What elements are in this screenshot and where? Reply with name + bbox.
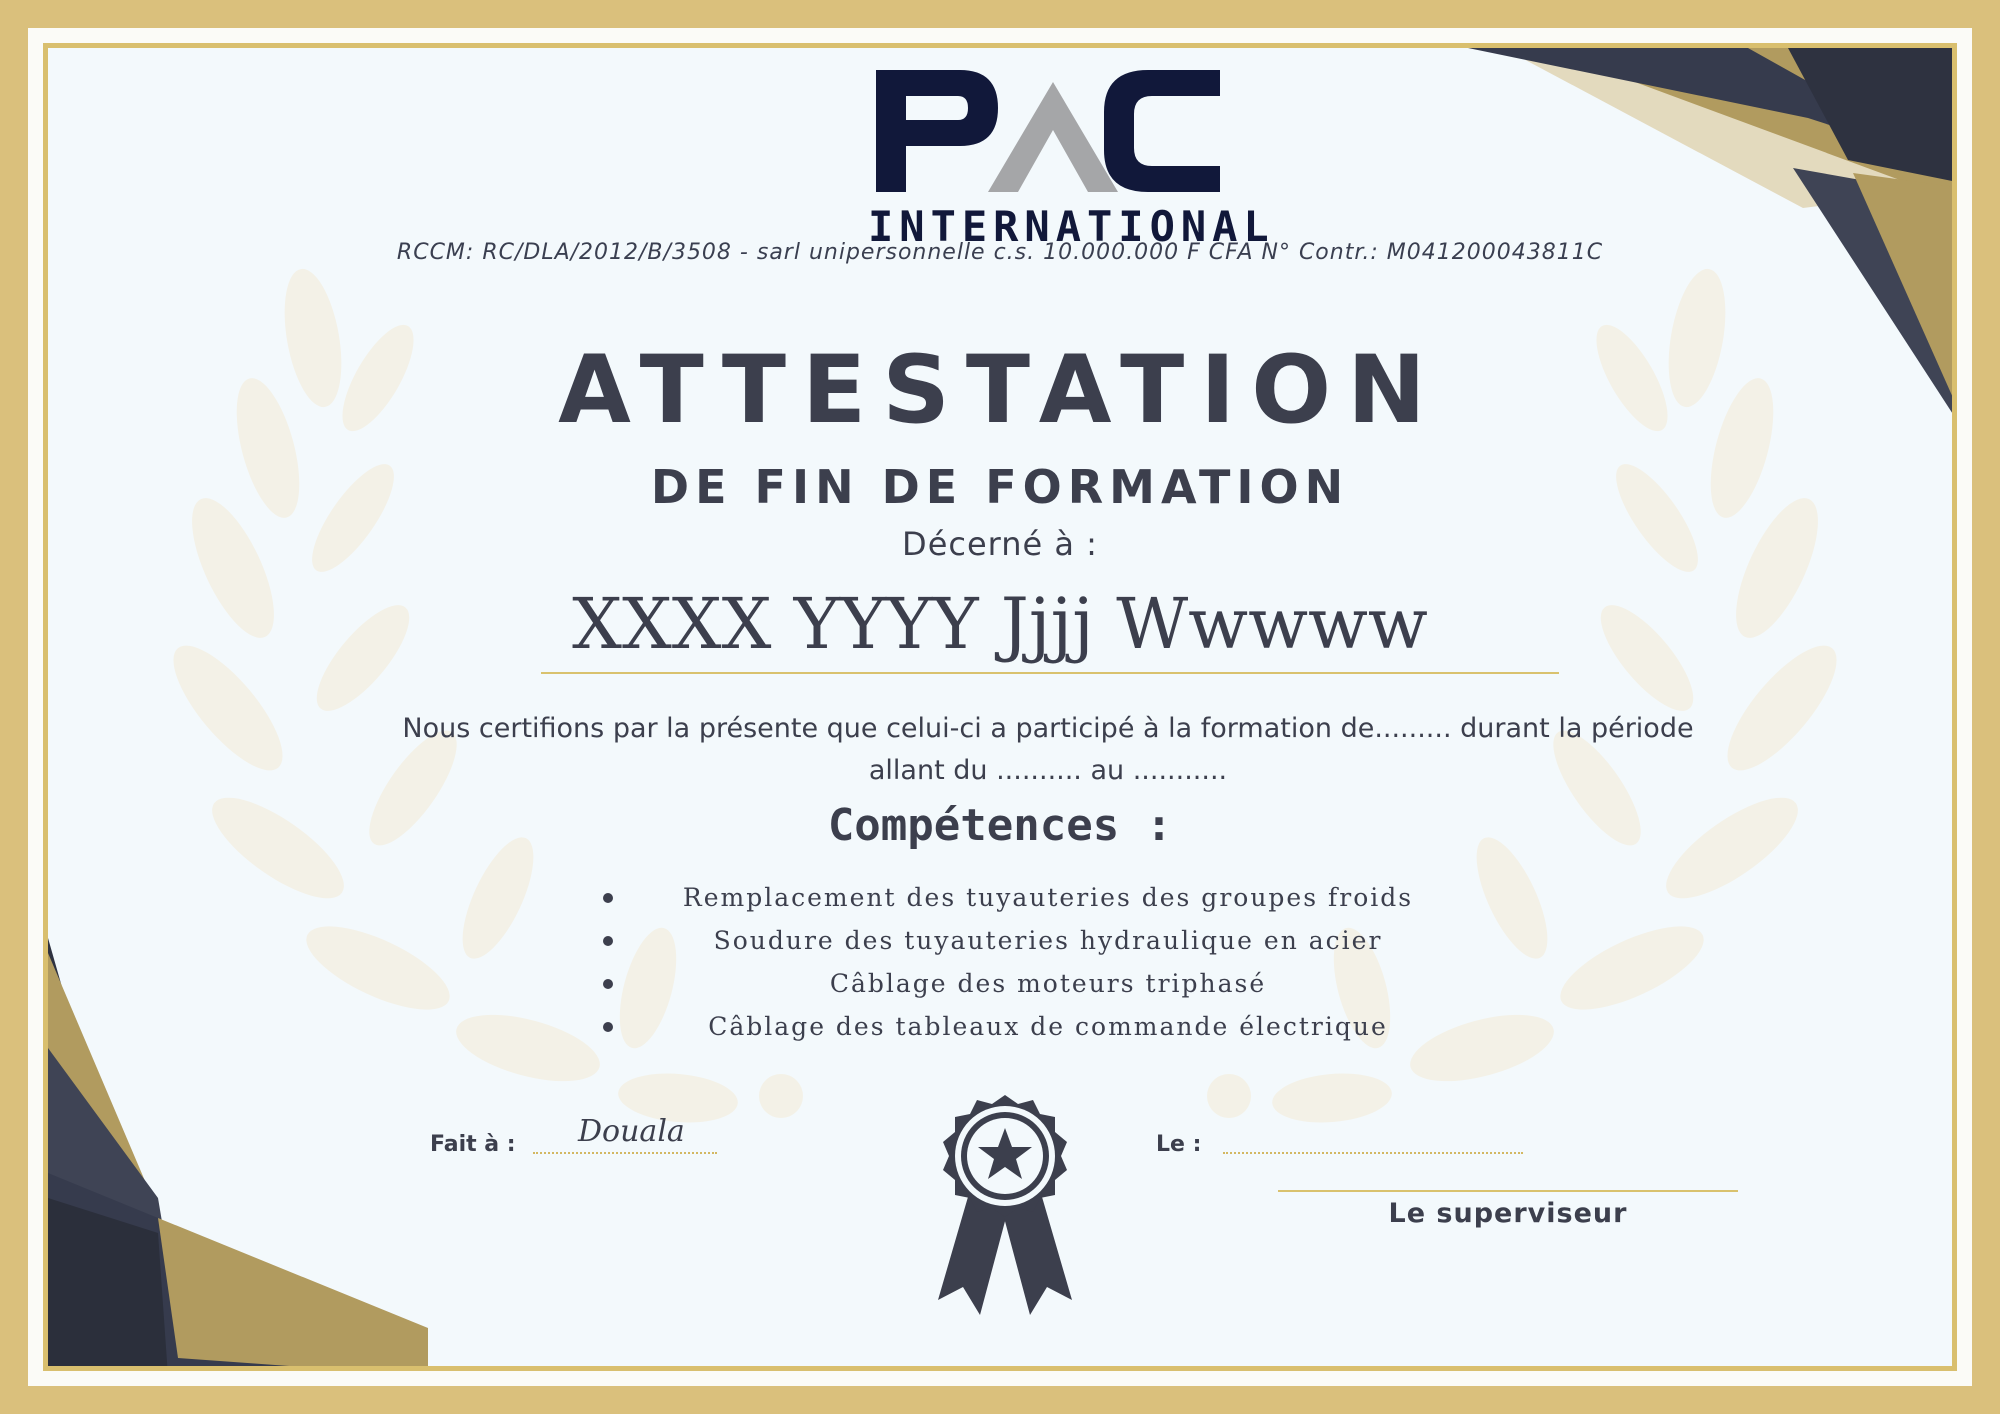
certification-paragraph: Nous certifions par la présente que celui-ci a participé à la formation de......... durant la période allant du .......... au ........... — [402, 713, 1694, 786]
skill-text: Remplacement des tuyauteries des groupes froids — [682, 883, 1414, 912]
recipient-name: XXXX YYYY Jjjj Wwwww — [572, 583, 1428, 665]
skills-list — [568, 876, 1528, 1048]
competences-heading: Compétences : — [827, 800, 1173, 851]
skill-text: Soudure des tuyauteries hydraulique en acier — [713, 926, 1383, 955]
logo-wordmark: INTERNATIONAL — [868, 202, 1275, 251]
date-label: Le : — [1156, 1132, 1202, 1157]
skill-item — [568, 876, 1528, 919]
bullet-icon — [603, 893, 613, 903]
bullet-icon — [603, 1022, 613, 1032]
skill-item — [568, 1005, 1528, 1048]
skill-text: Câblage des tableaux de commande électrique — [708, 1012, 1388, 1041]
signature-line — [1278, 1190, 1738, 1192]
bullet-icon — [603, 936, 613, 946]
signature-label: Le superviseur — [1388, 1198, 1628, 1229]
awarded-to-label: Décerné à : — [902, 525, 1098, 563]
company-logo — [868, 60, 1275, 251]
skill-item — [568, 962, 1528, 1005]
place-dotted-line — [533, 1152, 717, 1154]
name-underline — [541, 672, 1559, 674]
place-value: Douala — [578, 1114, 685, 1149]
award-ribbon-icon — [928, 1090, 1082, 1320]
certificate-title: ATTESTATION — [558, 336, 1442, 445]
certificate-page — [43, 43, 1957, 1371]
pac-logo-mark — [868, 60, 1228, 205]
bullet-icon — [603, 979, 613, 989]
date-dotted-line — [1223, 1152, 1523, 1154]
skill-item — [568, 919, 1528, 962]
skill-text: Câblage des moteurs triphasé — [829, 969, 1267, 998]
certificate-subtitle: DE FIN DE FORMATION — [650, 460, 1350, 514]
registration-line: RCCM: RC/DLA/2012/B/3508 - sarl unipersonnelle c.s. 10.000.000 F CFA N° Contr.: M041200043811C — [396, 240, 1604, 265]
place-label: Fait à : — [430, 1132, 516, 1157]
